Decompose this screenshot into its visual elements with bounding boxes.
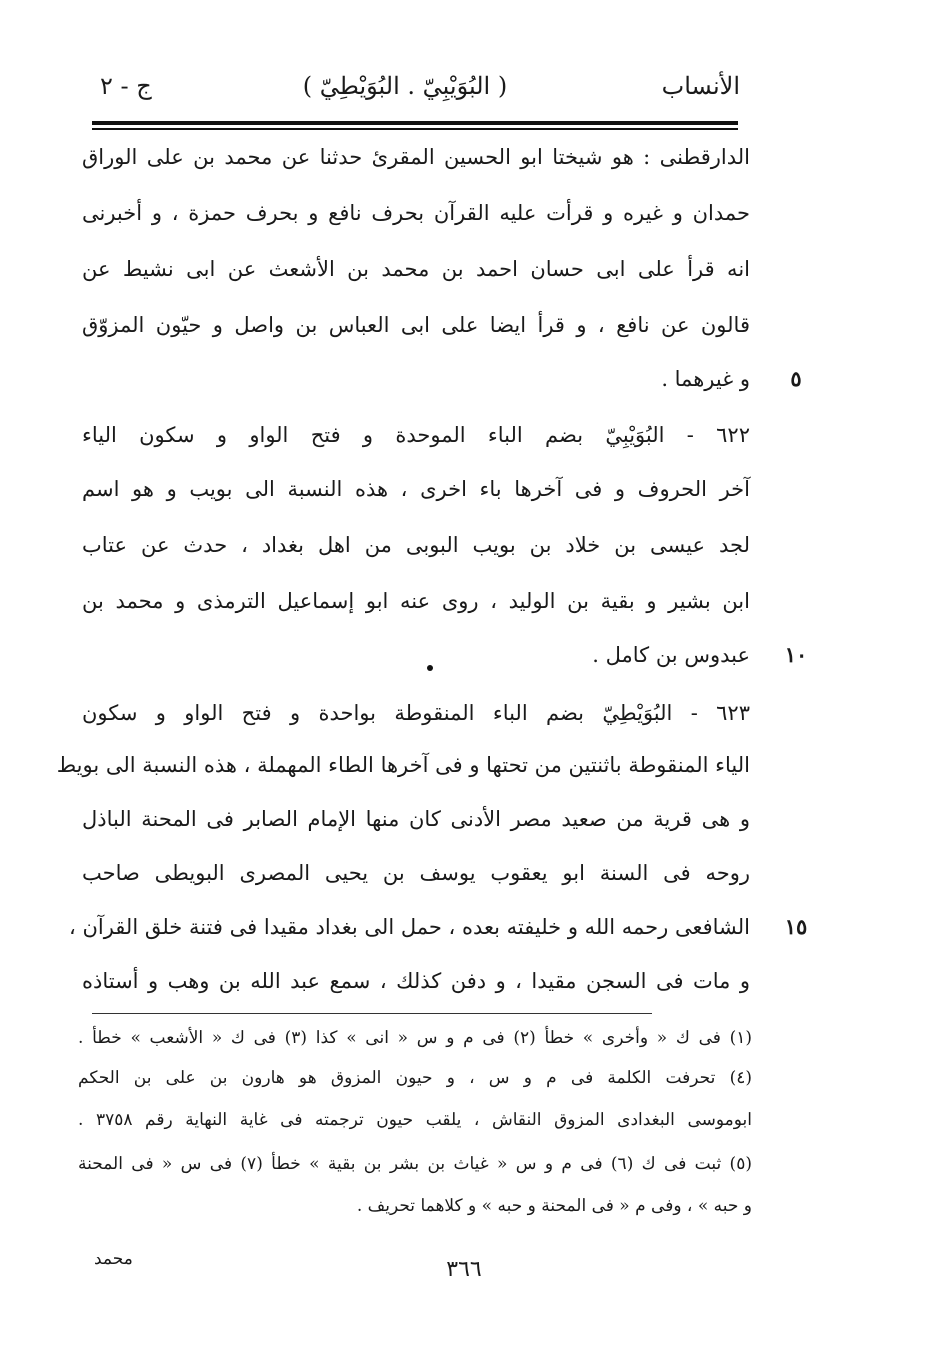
footnote-line: (٥) ثبت فى ك (٦) فى م و س « غياث بن بشر بن بقية » خطأ (٧) فى س « فى المحنة xyxy=(78,1154,752,1174)
text-line: الياء المنقوطة باثنتين من تحتها و فى آخرها الطاء المهملة ، هذه النسبة الى بويط xyxy=(56,753,750,777)
header-entry-names: ( البُوَيْبِيّ . البُوَيْطِيّ ) xyxy=(302,72,508,100)
ink-dot xyxy=(427,665,433,671)
text-line: و غيرهما . xyxy=(661,367,750,391)
text-line: الشافعى رحمه الله و خليفته بعده ، حمل الى بغداد مقيدا فى فتنة خلق القرآن ، xyxy=(69,915,750,939)
running-header xyxy=(80,64,740,108)
header-title: الأنساب xyxy=(661,72,740,100)
header-rule-thick xyxy=(92,121,738,125)
text-line: حمدان و غيره و قرأت عليه القرآن بحرف نافع و بحرف حمزة ، و أخبرنى xyxy=(82,201,750,225)
footnote-line: ابوموسى البغدادى المزوق النقاش ، يلقب حيون ترجمته فى غاية النهاية رقم ٣٧٥٨ . xyxy=(78,1110,752,1130)
text-line: روحه فى السنة ابو يعقوب يوسف بن يحيى المصرى البويطى صاحب xyxy=(82,861,750,885)
text-line: لجد عيسى بن خلاد بن بويب البوبى من اهل بغداد ، حدث عن عتاب xyxy=(82,533,750,557)
line-number-15: ١٥ xyxy=(784,914,808,939)
text-line: و هى قرية من صعيد مصر الأدنى كان منها الإمام الصابر فى المحنة الباذل xyxy=(82,807,750,831)
line-number-5: ٥ xyxy=(790,366,802,391)
entry-622-first-line: ٦٢٢ - البُوَيْبِيّ بضم الباء الموحدة و فتح الواو و سكون الياء xyxy=(82,423,750,447)
text-line: و مات فى السجن مقيدا ، و دفن كذلك ، سمع عبد الله بن وهب و أستاذه xyxy=(82,969,750,993)
text-line: ابن بشير و بقية بن الوليد ، روى عنه ابو إسماعيل الترمذى و محمد بن xyxy=(82,589,750,613)
header-volume: ج - ٢ xyxy=(100,72,152,100)
text-line: قالون عن نافع ، و قرأ ايضا على ابى العباس بن واصل و حيّون المزوّق xyxy=(82,313,750,337)
footnote-line: (١) فى ك « وأخرى » خطأ (٢) فى م و س « انى » كذا (٣) فى ك « الأشعب » خطأ . xyxy=(78,1028,752,1048)
text-line: عبدوس بن كامل . xyxy=(592,643,750,667)
handwritten-signature: محمد xyxy=(94,1249,133,1269)
text-line: انه قرأ على ابى حسان احمد بن محمد بن الأشعث عن ابى نشيط عن xyxy=(82,257,750,281)
entry-623-first-line: ٦٢٣ - البُوَيْطِيّ بضم الباء المنقوطة بواحدة و فتح الواو و سكون xyxy=(82,701,750,725)
page-number: ٣٦٦ xyxy=(446,1257,482,1282)
text-line: آخر الحروف و فى آخرها باء اخرى ، هذه النسبة الى بويب و هو اسم xyxy=(82,477,750,501)
line-number-10: ١٠ xyxy=(784,642,808,667)
footnote-line: و حبه » ، وفى م « فى المحنة و حبه » و كلاهما تحريف . xyxy=(356,1196,752,1216)
footnote-line: (٤) تحرفت الكلمة فى م و س ، و حيون المزوق هو هارون بن على بن الحكم xyxy=(78,1068,752,1088)
text-line: الدارقطنى : هو شيختا ابو الحسين المقرئ حدثنا عن محمد بن على الوراق xyxy=(82,145,750,169)
footnote-rule xyxy=(92,1013,652,1014)
